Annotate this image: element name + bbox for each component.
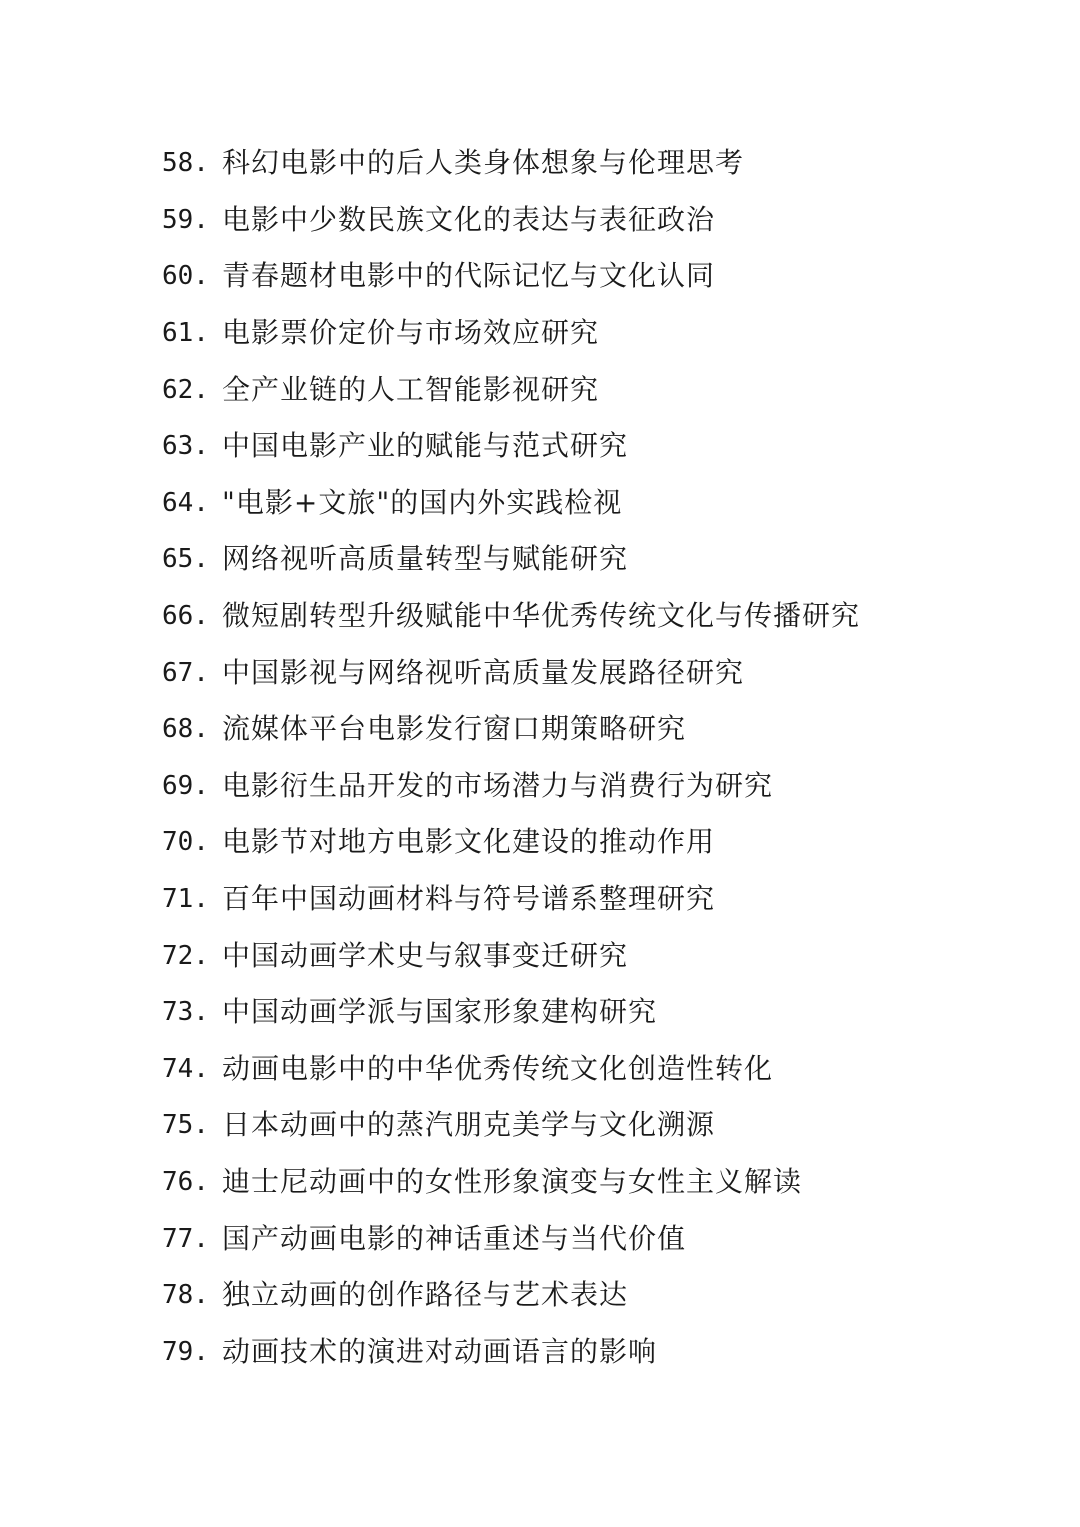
item-text: 青春题材电影中的代际记忆与文化认同	[222, 259, 716, 293]
item-text: 动画电影中的中华优秀传统文化创造性转化	[222, 1051, 774, 1085]
item-number: 65.	[162, 544, 209, 575]
item-number: 69.	[162, 770, 209, 801]
list-item	[162, 927, 1042, 984]
item-text: 独立动画的创作路径与艺术表达	[222, 1278, 629, 1312]
list-item	[162, 814, 1042, 871]
item-number: 77.	[162, 1223, 209, 1254]
item-number: 58.	[162, 148, 209, 179]
item-number: 66.	[162, 601, 209, 632]
item-number: 60.	[162, 261, 209, 292]
list-item	[162, 701, 1042, 758]
item-number: 62.	[162, 374, 209, 405]
list-item	[162, 1267, 1042, 1324]
list-item	[162, 1097, 1042, 1154]
item-number: 79.	[162, 1336, 209, 1367]
list-item	[162, 984, 1042, 1041]
list-item	[162, 871, 1042, 928]
list-item	[162, 531, 1042, 588]
item-text: 电影中少数民族文化的表达与表征政治	[222, 202, 716, 236]
item-text: 电影票价定价与市场效应研究	[222, 316, 600, 350]
list-item	[162, 758, 1042, 815]
list-item	[162, 1041, 1042, 1098]
list-item	[162, 644, 1042, 701]
list-item	[162, 1210, 1042, 1267]
item-number: 72.	[162, 940, 209, 971]
item-number: 67.	[162, 657, 209, 688]
list-item	[162, 135, 1042, 192]
list-item	[162, 361, 1042, 418]
item-number: 70.	[162, 827, 209, 858]
item-text: 流媒体平台电影发行窗口期策略研究	[222, 712, 687, 746]
item-text: 国产动画电影的神话重述与当代价值	[222, 1221, 687, 1255]
list-item	[162, 248, 1042, 305]
item-text: 百年中国动画材料与符号谱系整理研究	[222, 882, 716, 916]
item-text: 迪士尼动画中的女性形象演变与女性主义解读	[222, 1164, 803, 1198]
item-number: 74.	[162, 1053, 209, 1084]
item-text: 科幻电影中的后人类身体想象与伦理思考	[222, 146, 745, 180]
item-text: 日本动画中的蒸汽朋克美学与文化溯源	[222, 1108, 716, 1142]
item-number: 59.	[162, 204, 209, 235]
list-item	[162, 475, 1042, 532]
item-number: 73.	[162, 997, 209, 1028]
item-text: 动画技术的演进对动画语言的影响	[222, 1334, 658, 1368]
item-text: 全产业链的人工智能影视研究	[222, 372, 600, 406]
list-item	[162, 1154, 1042, 1211]
item-number: 71.	[162, 884, 209, 915]
item-text: "电影+文旅"的国内外实践检视	[222, 485, 623, 519]
item-number: 68.	[162, 714, 209, 745]
item-text: 微短剧转型升级赋能中华优秀传统文化与传播研究	[222, 599, 861, 633]
item-text: 中国电影产业的赋能与范式研究	[222, 429, 629, 463]
item-number: 63.	[162, 431, 209, 462]
item-text: 中国动画学派与国家形象建构研究	[222, 995, 658, 1029]
item-number: 78.	[162, 1280, 209, 1311]
item-text: 电影节对地方电影文化建设的推动作用	[222, 825, 716, 859]
item-text: 中国影视与网络视听高质量发展路径研究	[222, 655, 745, 689]
list-item	[162, 305, 1042, 362]
item-text: 网络视听高质量转型与赋能研究	[222, 542, 629, 576]
list-item	[162, 1323, 1042, 1380]
topic-list	[162, 135, 1042, 1380]
item-number: 76.	[162, 1166, 209, 1197]
item-text: 电影衍生品开发的市场潜力与消费行为研究	[222, 768, 774, 802]
item-number: 64.	[162, 487, 209, 518]
list-item	[162, 588, 1042, 645]
item-number: 61.	[162, 318, 209, 349]
item-text: 中国动画学术史与叙事变迁研究	[222, 938, 629, 972]
list-item	[162, 418, 1042, 475]
list-item	[162, 192, 1042, 249]
item-number: 75.	[162, 1110, 209, 1141]
